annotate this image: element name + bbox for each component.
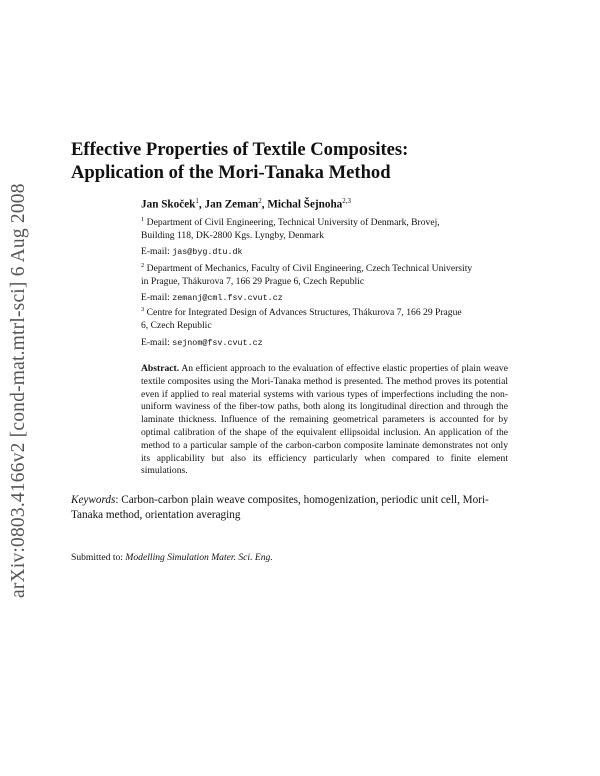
affiliation-line: Department of Mechanics, Faculty of Civil Engineering, Czech Technical University — [146, 263, 473, 275]
arxiv-identifier: arXiv:0803.4166v2 [cond-mat.mtrl-sci] 6 Aug 2008 — [8, 183, 29, 598]
affiliation-line: Department of Civil Engineering, Technical University of Denmark, Brovej, — [146, 217, 440, 229]
email-address[interactable]: jas@byg.dtu.dk — [172, 247, 243, 257]
email-address[interactable]: sejnom@fsv.cvut.cz — [172, 338, 263, 348]
affiliation-line: in Prague, Thákurova 7, 166 29 Prague 6, Czech Republic — [141, 276, 365, 288]
affiliation-line: Centre for Integrated Design of Advances Structures, Thákurova 7, 166 29 Prague — [146, 307, 462, 319]
submitted-label: Submitted to: — [71, 552, 123, 563]
author-affil-mark: 2 — [258, 197, 262, 205]
keywords-label: Keywords — [71, 494, 116, 506]
paper-title — [71, 138, 408, 184]
affiliation — [141, 213, 440, 242]
email-address[interactable]: zemanj@cml.fsv.cvut.cz — [172, 293, 283, 303]
affiliation-mark: 2 — [141, 262, 145, 269]
affiliation-line: 6, Czech Republic — [141, 320, 212, 332]
affiliation — [141, 259, 472, 288]
affiliation — [141, 303, 462, 332]
journal-name: Modelling Simulation Mater. Sci. Eng. — [125, 552, 273, 563]
abstract-text: An efficient approach to the evaluation of effective elastic properties of plain weave textile composites using the Mori-Tanaka method is presented. The method proves its potential even if applied to real material systems with various types of imperfections including the non-uniform waviness of the fiber-tow paths, both along its longitudinal direction and through the laminate thickness. Influence of the remaining geometrical parameters is accounted for by optimal calibration of the shape of the equivalent ellipsoidal inclusion. An application of the method to a particular sample of the carbon-carbon composite laminate demonstrates not only its applicability but also its efficiency particularly when compared to finite element simulations. — [141, 363, 508, 477]
email-label: E-mail: — [141, 292, 170, 303]
keywords-text: Carbon-carbon plain weave composites, homogenization, periodic unit cell, Mori-Tanaka method, orientation averaging — [71, 494, 489, 521]
keywords: Keywords: Carbon-carbon plain weave composites, homogenization, periodic unit cell, Mori-Tanaka method, orientation averaging — [71, 494, 489, 521]
email-label: E-mail: — [141, 246, 170, 257]
title-line-1: Effective Properties of Textile Composites: — [71, 139, 409, 160]
email-line — [141, 337, 263, 348]
submission-note — [71, 552, 273, 563]
abstract-heading: Abstract. — [141, 363, 180, 374]
affiliation-mark: 3 — [141, 306, 145, 313]
affiliation-line: Building 118, DK-2800 Kgs. Lyngby, Denmark — [141, 230, 324, 242]
affiliation-mark: 1 — [141, 216, 145, 223]
email-line — [141, 292, 283, 303]
author-list: Jan Skoček$^1$, Jan Zeman$^2$, Michal Šejnoha$^{2,3}$ — [141, 197, 352, 211]
email-line — [141, 246, 243, 257]
author-affil-mark: 2,3 — [342, 197, 352, 205]
email-label: E-mail: — [141, 337, 170, 348]
author-name: Jan Zeman — [204, 198, 259, 211]
title-line-2: Application of the Mori-Tanaka Method — [71, 162, 391, 183]
abstract — [141, 363, 508, 478]
author-name: Jan Skoček — [141, 198, 196, 211]
author-name: Michal Šejnoha — [267, 198, 343, 211]
author-affil-mark: 1 — [195, 197, 199, 205]
